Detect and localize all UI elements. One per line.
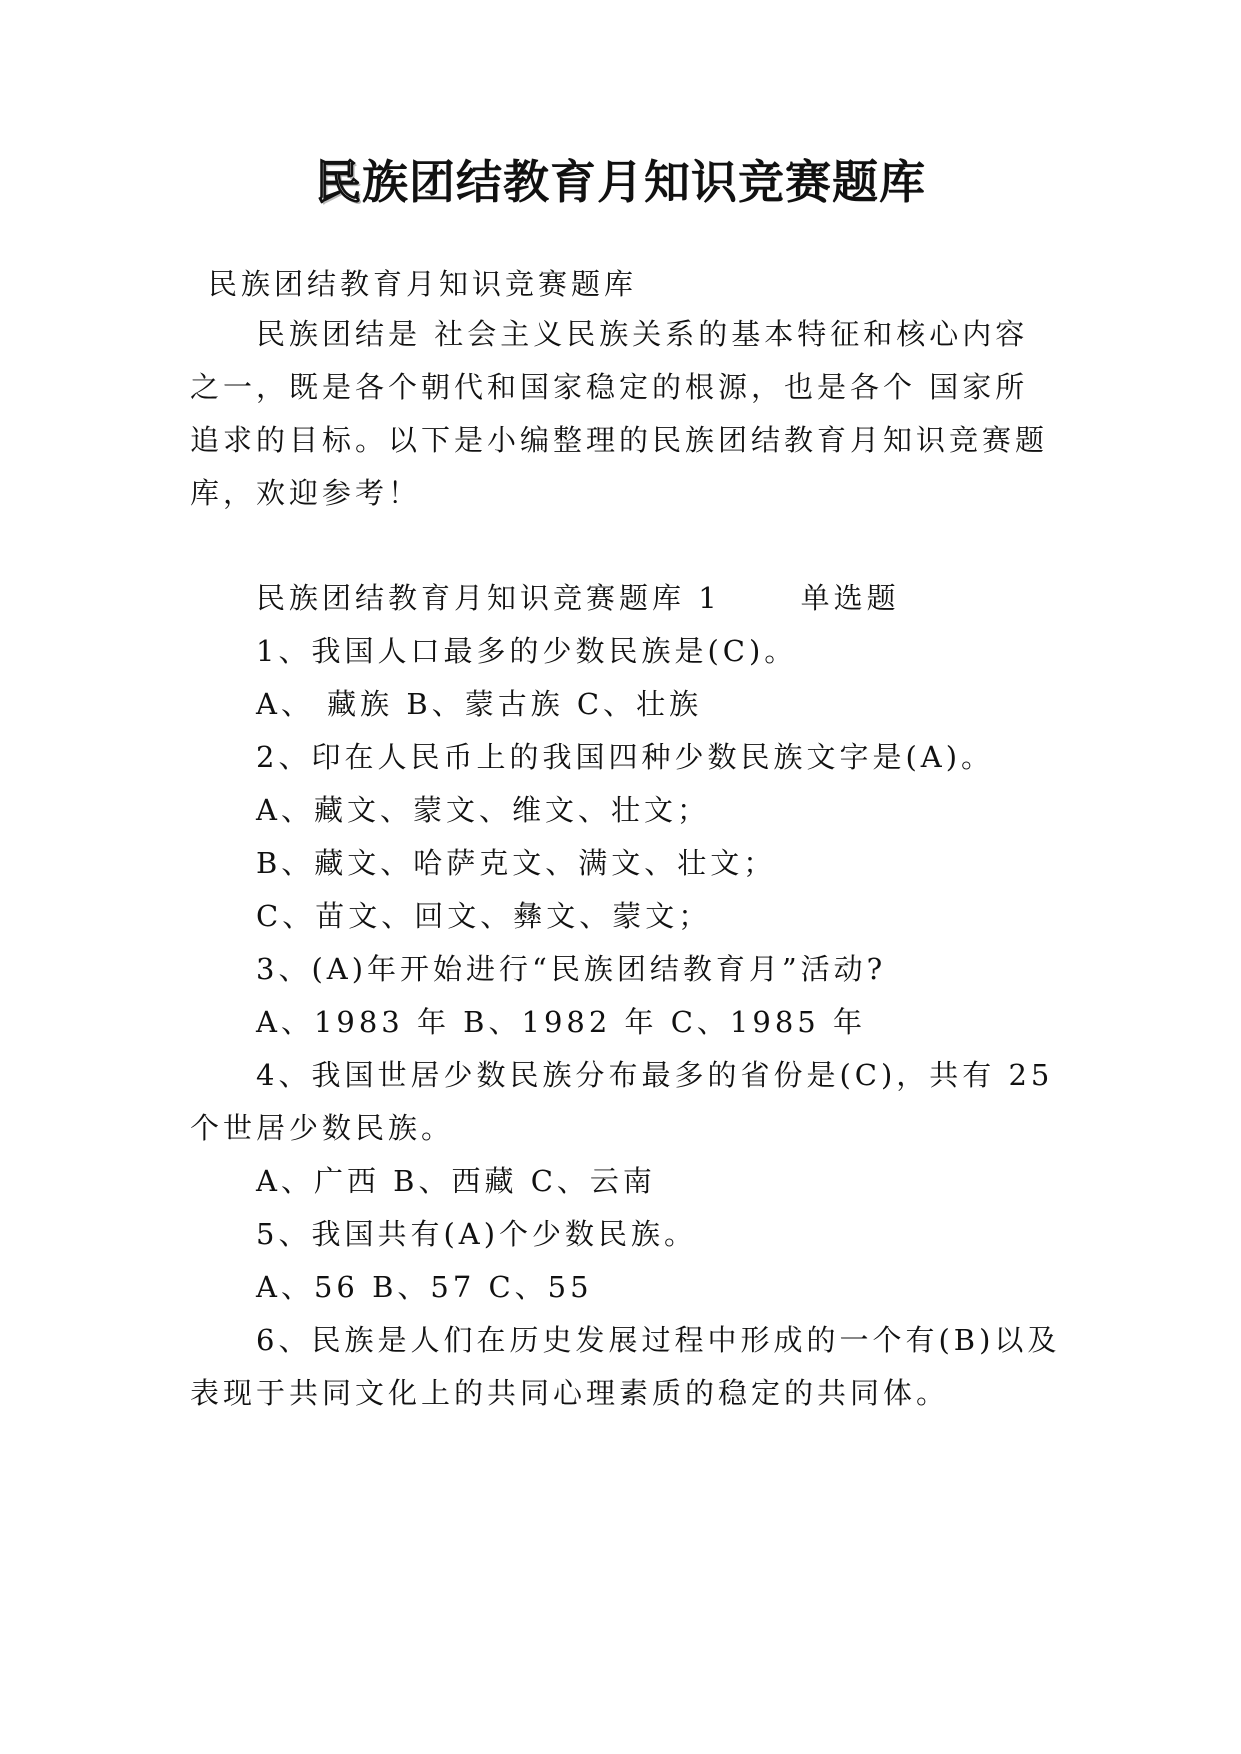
question-2-option-a: A、藏文、蒙文、维文、壮文； (256, 793, 710, 827)
section-heading: 民族团结教育月知识竞赛题库 1 (256, 581, 721, 615)
question-2: 2、印在人民币上的我国四种少数民族文字是(A)。 (256, 740, 995, 774)
question-3: 3、(A)年开始进行“民族团结教育月”活动? (256, 952, 887, 986)
question-6: 6、民族是人们在历史发展过程中形成的一个有(B)以及 (256, 1323, 1061, 1357)
question-4-options: A、广西 B、西藏 C、云南 (256, 1164, 656, 1198)
subtitle: 民族团结教育月知识竞赛题库 (208, 267, 638, 301)
question-4-cont: 个世居少数民族。 (190, 1111, 455, 1145)
question-1-options: A、 藏族 B、蒙古族 C、壮族 (256, 687, 703, 721)
question-3-options: A、1983 年 B、1982 年 C、1985 年 (256, 1005, 866, 1039)
title-rest: 族团结教育月知识竞赛题库 (362, 155, 926, 209)
question-1: 1、我国人口最多的少数民族是(C)。 (256, 634, 798, 668)
section-type: 单选题 (800, 581, 900, 615)
question-5-options: A、56 B、57 C、55 (256, 1270, 593, 1304)
question-2-option-c: C、苗文、回文、彝文、蒙文； (256, 899, 712, 933)
intro-line-3: 追求的目标。以下是小编整理的民族团结教育月知识竞赛题 (190, 423, 1049, 457)
question-4: 4、我国世居少数民族分布最多的省份是(C)，共有 25 (256, 1058, 1054, 1092)
question-6-cont: 表现于共同文化上的共同心理素质的稳定的共同体。 (190, 1376, 950, 1410)
title-first-char: 民 (315, 155, 362, 209)
question-2-option-b: B、藏文、哈萨克文、满文、壮文； (256, 846, 777, 880)
intro-line-2: 之一，既是各个朝代和国家稳定的根源，也是各个 国家所 (190, 370, 1029, 404)
intro-line-1: 民族团结是 社会主义民族关系的基本特征和核心内容 (256, 317, 1029, 351)
intro-line-4: 库，欢迎参考！ (190, 476, 422, 510)
question-5: 5、我国共有(A)个少数民族。 (256, 1217, 698, 1251)
page-title (0, 150, 1241, 214)
section-heading-row (256, 576, 900, 620)
